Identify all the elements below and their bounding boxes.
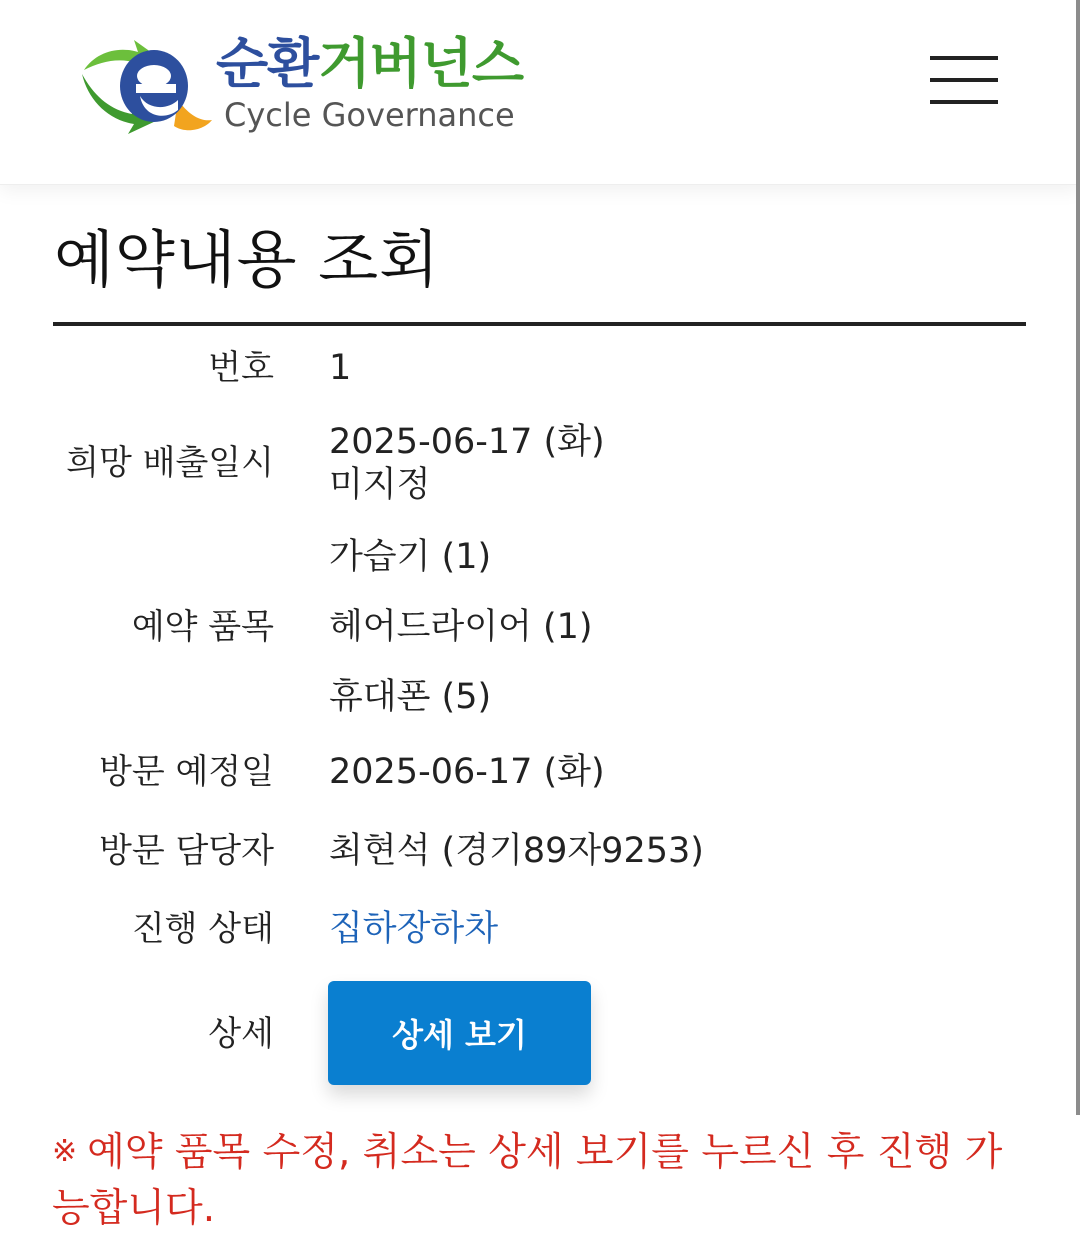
e-recycle-logo-icon [78, 30, 218, 134]
menu-line [930, 56, 998, 60]
item-mobile-phone: 휴대폰 (5) [329, 677, 492, 717]
status-value: 집하장하차 [329, 909, 499, 949]
status-label: 진행 상태 [131, 909, 274, 949]
notice-message [52, 1124, 1032, 1237]
logo-kor-part1: 순환 [216, 32, 319, 95]
scrollbar[interactable] [1076, 0, 1080, 1115]
cycle-governance-logo[interactable] [78, 30, 528, 140]
menu-line [930, 100, 998, 104]
number-label: 번호 [208, 348, 274, 388]
desired-time-value: 미지정 [329, 465, 431, 505]
visit-date-label: 방문 예정일 [98, 752, 274, 792]
item-hair-dryer: 헤어드라이어 (1) [329, 607, 593, 647]
menu-line [930, 78, 998, 82]
title-divider [53, 322, 1026, 326]
items-label: 예약 품목 [131, 607, 274, 647]
notice-mark: ※ [52, 1134, 78, 1169]
page-title: 예약내용 조회 [54, 223, 441, 296]
notice-text: 예약 품목 수정, 취소는 상세 보기를 누르신 후 진행 가능합니다. [52, 1130, 1003, 1231]
number-value: 1 [329, 348, 352, 388]
desired-date-label: 희망 배출일시 [66, 443, 274, 483]
item-humidifier: 가습기 (1) [329, 537, 492, 577]
logo-korean-text [216, 34, 523, 94]
visit-person-value: 최현석 (경기89자9253) [329, 831, 704, 871]
view-detail-button[interactable]: 상세 보기 [328, 981, 591, 1085]
visit-date-value: 2025-06-17 (화) [329, 752, 605, 792]
visit-person-label: 방문 담당자 [98, 831, 274, 871]
detail-label: 상세 [208, 1014, 274, 1054]
logo-kor-part2: 거버넌스 [318, 32, 523, 95]
hamburger-menu-icon[interactable] [924, 50, 1004, 112]
desired-date-value: 2025-06-17 (화) [329, 422, 605, 462]
site-header [0, 0, 1080, 185]
logo-english-text: Cycle Governance [224, 96, 515, 134]
